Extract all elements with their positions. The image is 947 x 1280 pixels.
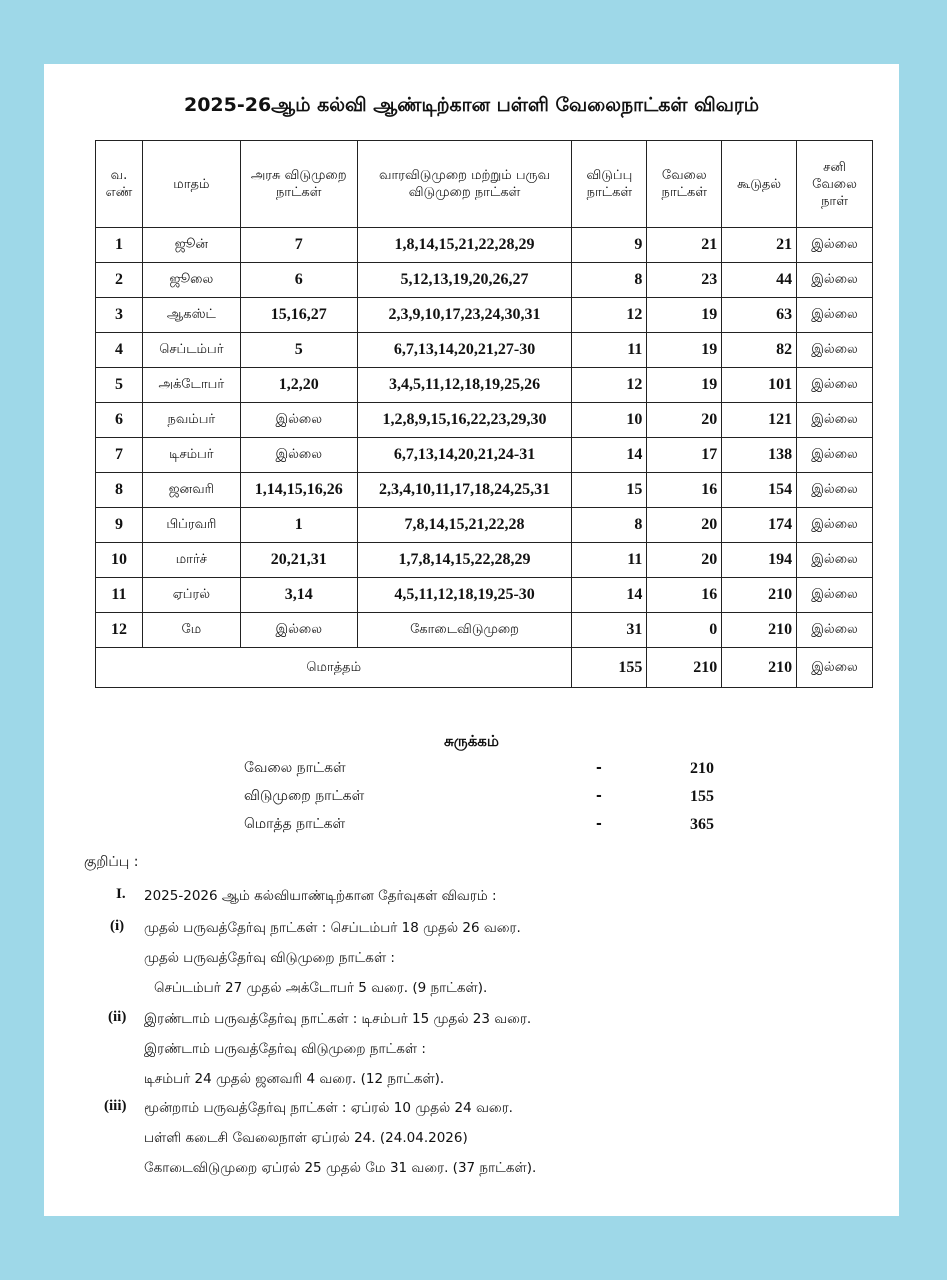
summary-row [244,816,724,842]
document-title: 2025-26ஆம் கல்வி ஆண்டிற்கான பள்ளி வேலைநாட்கள் விவரம் [183,94,760,116]
row-month: ஜனவரி [142,473,240,508]
table-row [96,473,873,508]
row-govt-holidays: 15,16,27 [240,298,357,333]
row-weekend-holidays: 1,7,8,14,15,22,28,29 [357,543,572,578]
row-month: ஜூலை [142,263,240,298]
row-govt-holidays: 3,14 [240,578,357,613]
summary-value: 365 [690,816,714,833]
row-govt-holidays: 5 [240,333,357,368]
note-line: இரண்டாம் பருவத்தேர்வு நாட்கள் : டிசம்பர் 15 முதல் 23 வரை. [144,1011,532,1027]
row-month: நவம்பர் [142,403,240,438]
row-working-days: 23 [647,263,722,298]
total-holidays: 155 [572,648,647,688]
row-cumulative: 101 [722,368,797,403]
table-row [96,438,873,473]
row-working-days: 20 [647,508,722,543]
row-month: பிப்ரவரி [142,508,240,543]
note-line: பள்ளி கடைசி வேலைநாள் ஏப்ரல் 24. (24.04.2026) [144,1130,468,1146]
row-weekend-holidays: கோடைவிடுமுறை [357,613,572,648]
header-weekend-holidays: வாரவிடுமுறை மற்றும் பருவ விடுமுறை நாட்கள் [357,141,572,228]
row-holiday-count: 8 [572,508,647,543]
row-cumulative: 44 [722,263,797,298]
note-line: செப்டம்பர் 27 முதல் அக்டோபர் 5 வரை. (9 நாட்கள்). [154,980,488,996]
row-holiday-count: 12 [572,368,647,403]
row-cumulative: 210 [722,578,797,613]
note-line: 2025-2026 ஆம் கல்வியாண்டிற்கான தேர்வுகள் விவரம் : [144,888,497,904]
document-page [44,64,899,1216]
summary-heading: சுருக்கம் [444,732,499,750]
row-cumulative: 63 [722,298,797,333]
row-working-days: 19 [647,333,722,368]
header-sno: வ. எண் [96,141,143,228]
summary-value: 210 [690,760,714,777]
row-weekend-holidays: 1,2,8,9,15,16,22,23,29,30 [357,403,572,438]
summary-value: 155 [690,788,714,805]
row-sno: 8 [96,473,143,508]
row-weekend-holidays: 4,5,11,12,18,19,25-30 [357,578,572,613]
total-working-days: 210 [647,648,722,688]
row-sno: 2 [96,263,143,298]
row-weekend-holidays: 6,7,13,14,20,21,24-31 [357,438,572,473]
note-line: முதல் பருவத்தேர்வு நாட்கள் : செப்டம்பர் 18 முதல் 26 வரை. [144,920,521,936]
row-saturday: இல்லை [797,333,873,368]
row-saturday: இல்லை [797,508,873,543]
notes-heading: குறிப்பு : [84,854,139,870]
header-govt-holidays: அரசு விடுமுறை நாட்கள் [240,141,357,228]
row-holiday-count: 31 [572,613,647,648]
table-body [96,228,873,648]
row-sno: 11 [96,578,143,613]
row-govt-holidays: 1,14,15,16,26 [240,473,357,508]
row-govt-holidays: 20,21,31 [240,543,357,578]
row-month: ஜூன் [142,228,240,263]
row-sno: 6 [96,403,143,438]
row-holiday-count: 11 [572,333,647,368]
row-weekend-holidays: 7,8,14,15,21,22,28 [357,508,572,543]
table-row [96,228,873,263]
table-row [96,368,873,403]
row-sno: 10 [96,543,143,578]
row-cumulative: 210 [722,613,797,648]
summary-dash: - [596,788,602,804]
row-month: மார்ச் [142,543,240,578]
row-govt-holidays: இல்லை [240,438,357,473]
table-row [96,263,873,298]
note-mark: (i) [110,918,125,934]
row-working-days: 16 [647,578,722,613]
row-govt-holidays: 6 [240,263,357,298]
summary-label: விடுமுறை நாட்கள் [244,788,365,804]
summary-row [244,788,724,814]
note-line: முதல் பருவத்தேர்வு விடுமுறை நாட்கள் : [144,950,395,966]
header-holiday-count: விடுப்பு நாட்கள் [572,141,647,228]
row-sno: 5 [96,368,143,403]
row-holiday-count: 15 [572,473,647,508]
row-working-days: 19 [647,298,722,333]
row-govt-holidays: 1 [240,508,357,543]
header-working-days: வேலை நாட்கள் [647,141,722,228]
table-header-row [96,141,873,228]
row-holiday-count: 14 [572,578,647,613]
row-sno: 9 [96,508,143,543]
row-working-days: 16 [647,473,722,508]
row-holiday-count: 14 [572,438,647,473]
table-row [96,578,873,613]
note-line: டிசம்பர் 24 முதல் ஜனவரி 4 வரை. (12 நாட்கள்). [144,1071,445,1087]
row-working-days: 0 [647,613,722,648]
table-row [96,333,873,368]
table-row [96,508,873,543]
note-line: இரண்டாம் பருவத்தேர்வு விடுமுறை நாட்கள் : [144,1041,426,1057]
row-saturday: இல்லை [797,438,873,473]
row-saturday: இல்லை [797,228,873,263]
total-saturday: இல்லை [797,648,873,688]
row-working-days: 20 [647,403,722,438]
summary-label: மொத்த நாட்கள் [244,816,346,832]
row-saturday: இல்லை [797,298,873,333]
note-line: மூன்றாம் பருவத்தேர்வு நாட்கள் : ஏப்ரல் 10 முதல் 24 வரை. [144,1100,513,1116]
row-govt-holidays: 7 [240,228,357,263]
table-row [96,543,873,578]
row-holiday-count: 10 [572,403,647,438]
row-sno: 12 [96,613,143,648]
row-saturday: இல்லை [797,473,873,508]
summary-row [244,760,724,786]
row-sno: 4 [96,333,143,368]
row-holiday-count: 9 [572,228,647,263]
summary-label: வேலை நாட்கள் [244,760,346,776]
row-govt-holidays: இல்லை [240,403,357,438]
header-saturday: சனி வேலை நாள் [797,141,873,228]
row-govt-holidays: 1,2,20 [240,368,357,403]
table-row [96,298,873,333]
row-weekend-holidays: 1,8,14,15,21,22,28,29 [357,228,572,263]
row-saturday: இல்லை [797,368,873,403]
row-working-days: 17 [647,438,722,473]
row-weekend-holidays: 2,3,9,10,17,23,24,30,31 [357,298,572,333]
row-saturday: இல்லை [797,578,873,613]
row-saturday: இல்லை [797,543,873,578]
row-holiday-count: 8 [572,263,647,298]
note-mark: I. [116,886,126,902]
row-cumulative: 194 [722,543,797,578]
row-working-days: 21 [647,228,722,263]
row-cumulative: 138 [722,438,797,473]
table-row [96,403,873,438]
row-govt-holidays: இல்லை [240,613,357,648]
row-cumulative: 21 [722,228,797,263]
row-sno: 1 [96,228,143,263]
row-cumulative: 174 [722,508,797,543]
total-label: மொத்தம் [96,648,572,688]
row-saturday: இல்லை [797,263,873,298]
row-working-days: 19 [647,368,722,403]
header-cumulative: கூடுதல் [722,141,797,228]
row-holiday-count: 12 [572,298,647,333]
row-month: டிசம்பர் [142,438,240,473]
total-cumulative: 210 [722,648,797,688]
row-holiday-count: 11 [572,543,647,578]
row-month: ஏப்ரல் [142,578,240,613]
working-days-table [95,140,873,688]
note-line: கோடைவிடுமுறை ஏப்ரல் 25 முதல் மே 31 வரை. (37 நாட்கள்). [144,1160,537,1176]
note-mark: (ii) [108,1009,127,1025]
row-saturday: இல்லை [797,613,873,648]
row-month: ஆகஸ்ட் [142,298,240,333]
row-month: செப்டம்பர் [142,333,240,368]
row-cumulative: 82 [722,333,797,368]
row-month: மே [142,613,240,648]
row-working-days: 20 [647,543,722,578]
table-total-row [96,648,873,688]
header-month: மாதம் [142,141,240,228]
row-saturday: இல்லை [797,403,873,438]
row-weekend-holidays: 3,4,5,11,12,18,19,25,26 [357,368,572,403]
row-sno: 3 [96,298,143,333]
summary-dash: - [596,816,602,832]
row-weekend-holidays: 2,3,4,10,11,17,18,24,25,31 [357,473,572,508]
row-cumulative: 154 [722,473,797,508]
row-cumulative: 121 [722,403,797,438]
row-weekend-holidays: 6,7,13,14,20,21,27-30 [357,333,572,368]
table-row [96,613,873,648]
row-sno: 7 [96,438,143,473]
row-weekend-holidays: 5,12,13,19,20,26,27 [357,263,572,298]
summary-dash: - [596,760,602,776]
row-month: அக்டோபர் [142,368,240,403]
note-mark: (iii) [104,1098,127,1114]
